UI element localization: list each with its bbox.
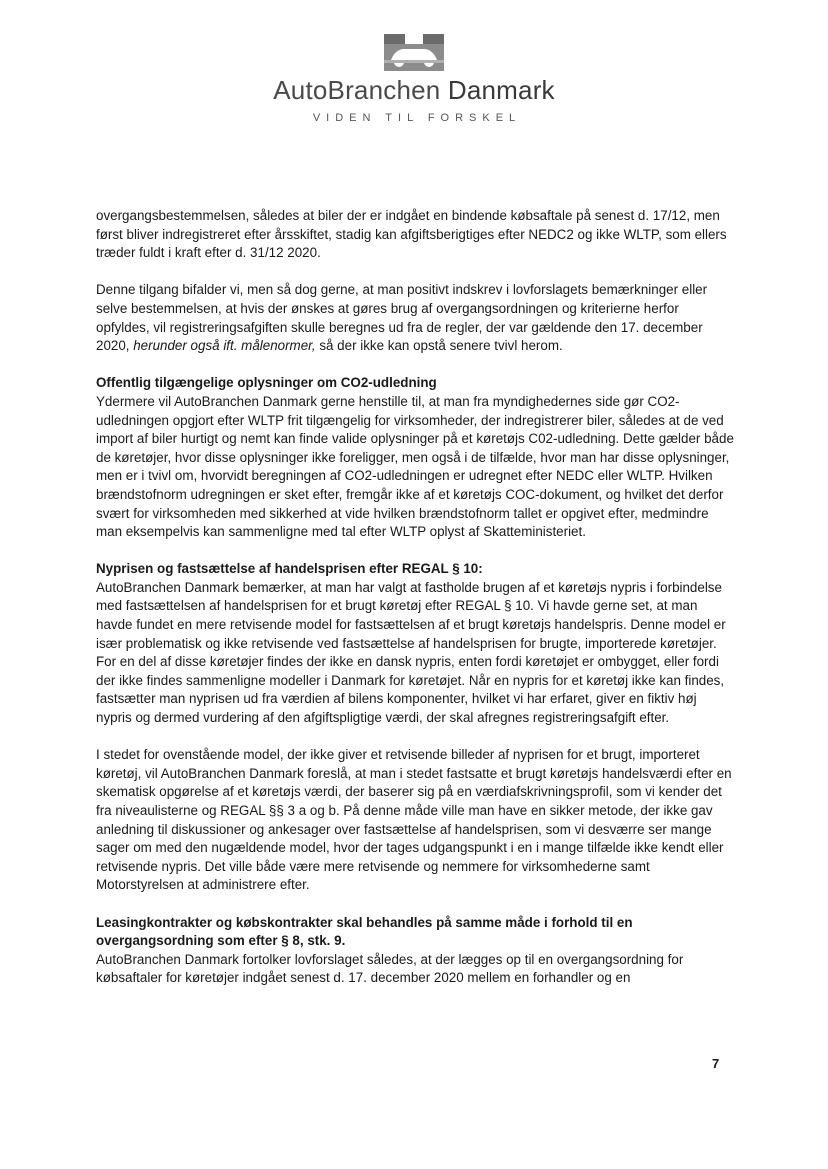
section-heading: Leasingkontrakter og købskontrakter skal behandles på samme måde i forhold til en overgangsordning som efter § 8, stk. 9. [96,914,633,949]
paragraph: AutoBranchen Danmark fortolker lovforslaget således, at der lægges op til en overgangsordning for købsaftaler for køretøjer indgået senest d. 17. december 2020 mellem en forhandler og en [96,951,684,986]
paragraph: Ydermere vil AutoBranchen Danmark gerne henstille til, at man fra myndighedernes side gør CO2-udledningen opgjort efter WLTP frit tilgængelig for virksomheder, der indregistrerer biler, således at de ved import af biler hurtigt og nemt kan finde valide oplysninger på et køretøjs C02-udledning. Dette gælder både de køretøjer, hvor disse oplysninger ikke foreligger, men også i de tilfælde, hvor man har disse oplysninger, men er i tvivl om, hvorvidt beregningen af CO2-udledningen er udregnet efter NEDC eller WLTP. Hvilken brændstofnorm udregningen er sket efter, fremgår ikke af et køretøjs COC-dokument, og hvilket det derfor svært for virksomheden med sikkerhed at vide hvilken brændstofnorm tallet er opgivet efter, medmindre man eksempelvis kan sammenligne med tal efter WLTP oplyst af Skatteministeriet. [96,393,734,540]
paragraph: I stedet for ovenstående model, der ikke giver et retvisende billeder af nyprisen for et brugt, importeret køretøj, vil AutoBranchen Danmark foreslå, at man i stedet fastsatte et brugt køretøjs handelsværdi efter en skematisk opgørelse af et køretøjs værdi, der baserer sig på en værdiafskrivningsprofil, som vi kender det fra niveaulisterne og REGAL §§ 3 a og b. På denne måde ville man have en sikker metode, der ikke gav anledning til diskussioner og ankesager over fastsættelse af handelsprisen, som vi desværre ser mange sager om med den nugældende model, hvor der tages udgangspunkt i en i mange tilfælde ikke kendt eller retvisende nypris. Det ville både være mere retvisende og nemmere for virksomhederne samt Motorstyrelsen at administrere efter. [96,747,732,893]
page-number: 7 [712,1056,720,1071]
paragraph: Denne tilgang bifalder vi, men så dog gerne, at man positivt indskrev i lovforslagets bemærkninger eller selve bestemmelsen, at hvis der ønskes at gøres brug af overgangsordningen og kriterierne herfor opfyldes, vil registreringsafgiften skulle beregnes ud fra de regler, der var gældende den 17. december 2020, herunder også ift. målenormer, så der ikke kan opstå senere tvivl herom. [96,282,708,354]
section-heading: Offentlig tilgængelige oplysninger om CO2-udledning [96,375,437,391]
body-text [96,207,736,988]
tagline: VIDEN TIL FORSKEL [312,112,522,124]
italic-text: herunder også ift. målenormer, [133,338,316,354]
paragraph: AutoBranchen Danmark bemærker, at man har valgt at fastholde brugen af et køretøjs nypris i forbindelse med fastsættelsen af handelsprisen for et brugt køretøj efter REGAL § 10. Vi havde gerne set, at man havde fundet en mere retvisende model for fastsættelsen af et brugt køretøjs handelspris. Denne model er især problematisk og ikke retvisende ved fastsættelse af handelsprisen for brugte, importerede køretøjer. For en del af disse køretøjer findes der ikke en dansk nypris, enten fordi køretøjet er ombygget, eller fordi der ikke findes sammenligne modeller i Danmark for køretøjet. Når en nypris for et køretøj ikke kan findes, fastsætter man nyprisen ud fra værdien af bilens komponenter, hvilket vi har erfaret, giver en fiktiv høj nypris og dermed vurdering af den afgiftspligtige værdi, der skal afregnes registreringsafgift efter. [96,579,726,726]
brand-name [0,74,828,106]
section-heading: Nyprisen og fastsættelse af handelsprisen efter REGAL § 10: [96,561,483,577]
brand-name-part2: Danmark [447,75,555,105]
brand-name-part1: AutoBranchen [273,75,441,105]
car-logo-icon [383,34,445,72]
letterhead [0,34,828,124]
paragraph: overgangsbestemmelsen, således at biler der er indgået en bindende købsaftale på senest d. 17/12, men først bliver indregistreret efter årsskiftet, stadig kan afgiftsberigtiges efter NEDC2 og ikke WLTP, som ellers træder fuldt i kraft efter d. 31/12 2020. [96,208,727,261]
